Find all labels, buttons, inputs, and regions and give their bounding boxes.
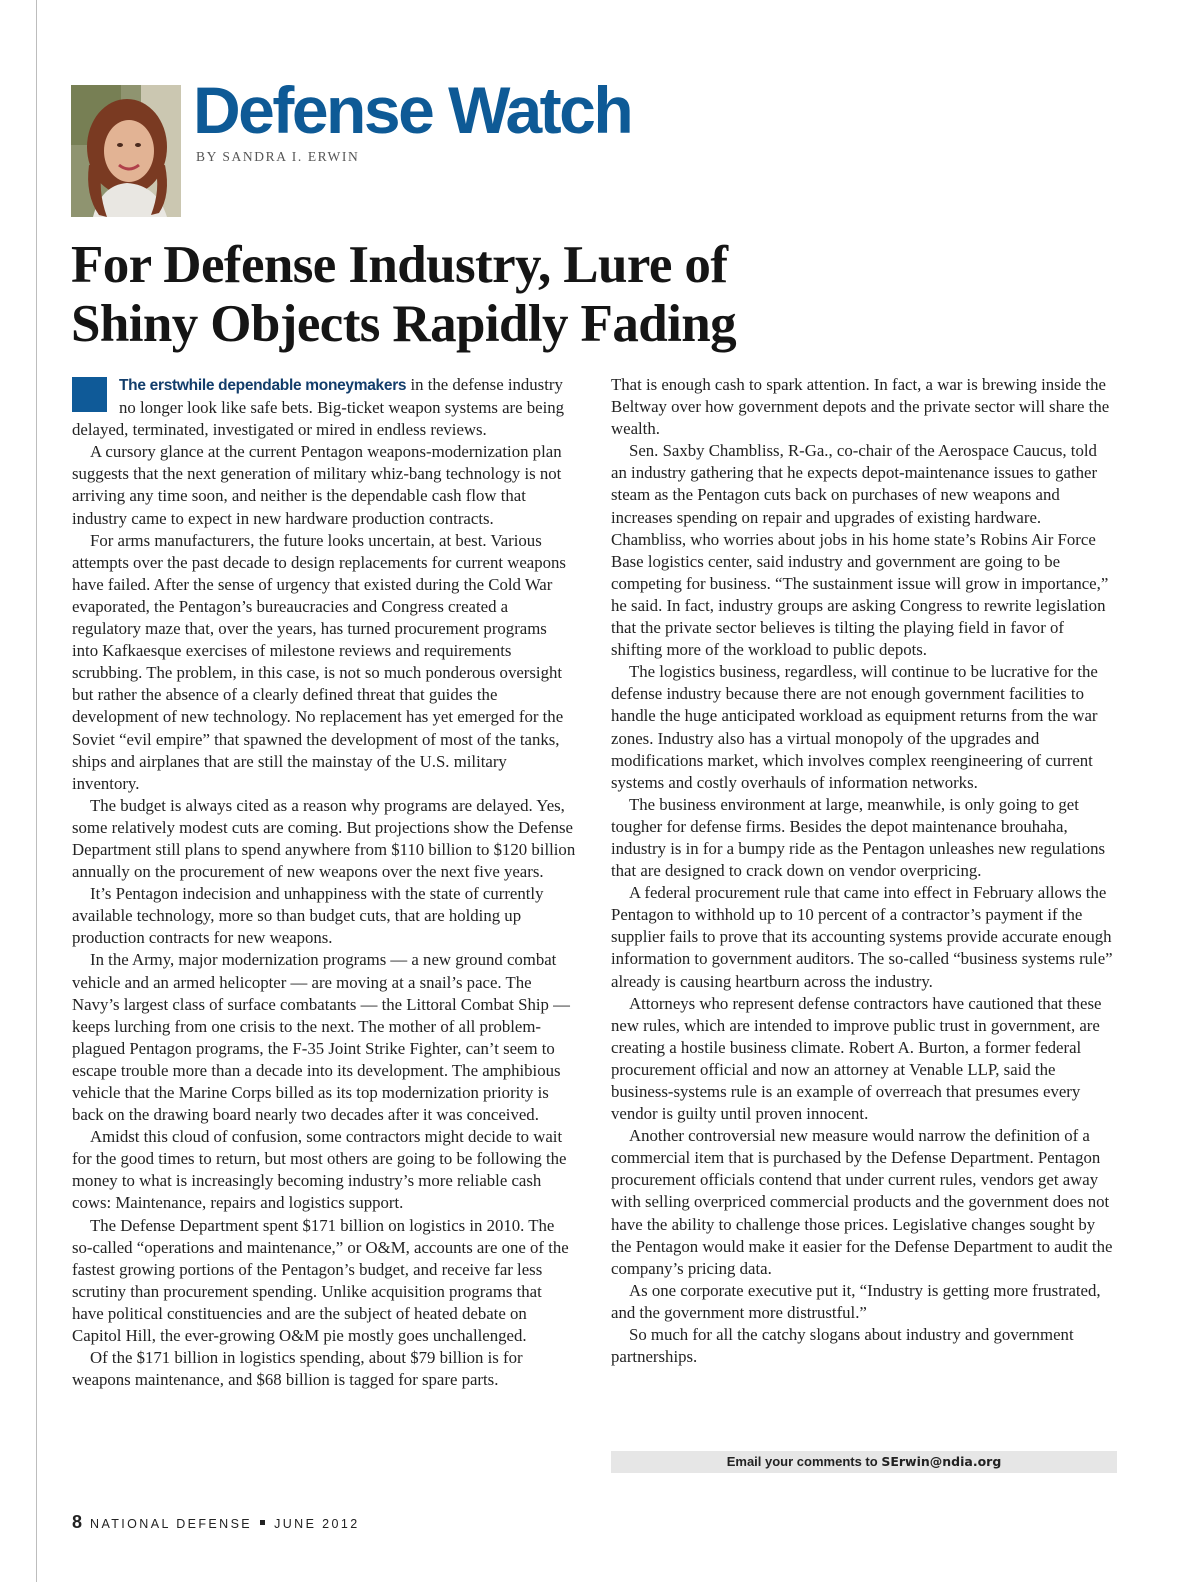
page-number: 8 — [72, 1512, 83, 1532]
lead-in: The erstwhile dependable moneymakers — [119, 377, 407, 394]
paragraph: It’s Pentagon indecision and unhappiness with the state of currently available technology, more so than budget cuts, that are holding up production contracts for new weapons. — [72, 884, 544, 948]
paragraph: Amidst this cloud of confusion, some contractors might decide to wait for the good times to return, but most others are going to be following the money to what is increasingly becoming industry’s more reliable cash cows: Maintenance, repairs and logistics support. — [72, 1127, 567, 1213]
page-footer — [72, 1512, 360, 1533]
paragraph: That is enough cash to spark attention. In fact, a war is brewing inside the Beltway over how government depots and the private sector will share the wealth. — [611, 375, 1110, 439]
paragraph: A cursory glance at the current Pentagon weapons-modernization plan suggests that the next generation of military whiz-bang technology is not arriving any time soon, and neither is the dependable cash flow that industry came to expect in new hardware production contracts. — [72, 442, 562, 528]
drop-square-icon — [72, 377, 107, 412]
paragraph: In the Army, major modernization programs — a new ground combat vehicle and an armed helicopter — are moving at a snail’s pace. The Navy’s largest class of surface combatants — the Littoral Combat Ship — keeps lurching from one crisis to the next. The mother of all problem-plagued Pentagon programs, the F-35 Joint Strike Fighter, can’t seem to escape trouble more than a decade into its development. The amphibious vehicle that the Marine Corps billed as its top modernization priority is back on the drawing board nearly two decades after it was conceived. — [72, 950, 570, 1125]
lead-paragraph — [72, 374, 577, 441]
email-prefix: Email your comments to — [726, 1454, 878, 1469]
column-title: Defense Watch — [193, 73, 632, 147]
publication-name: NATIONAL DEFENSE — [90, 1517, 253, 1531]
paragraph: Of the $171 billion in logistics spending, about $79 billion is for weapons maintenance, and $68 billion is tagged for spare parts. — [72, 1348, 523, 1390]
lead-paragraph-text: in the defense industry no longer look like safe bets. Big-ticket weapon systems are being delayed, terminated, investigated or mired in endless reviews. — [72, 375, 565, 440]
paragraph: The business environment at large, meanwhile, is only going to get tougher for defense firms. Besides the depot maintenance brouhaha, industry is in for a bumpy ride as the Pentagon unleashes new regulations that are designed to crack down on vendor overpricing. — [611, 794, 1106, 881]
paragraph: A federal procurement rule that came into effect in February allows the Pentagon to withhold up to 10 percent of a contractor’s payment if the supplier fails to prove that its accounting systems provide accurate enough information to government auditors. The so-called “business systems rule” already is causing heartburn across the industry. — [611, 883, 1113, 991]
article-column-left — [72, 374, 577, 1391]
author-photo — [71, 85, 181, 217]
paragraph: The logistics business, regardless, will continue to be lucrative for the defense industry because there are not enough government facilities to handle the huge anticipated workload as equipment returns from the war zones. Industry also has a virtual monopoly of the upgrades and modifications market, which involves complex reengineering of current systems and costly overhauls of information networks. — [611, 662, 1098, 792]
page-margin-rule — [36, 0, 37, 1582]
paragraph: The budget is always cited as a reason why programs are delayed. Yes, some relatively modest cuts are coming. But projections show the Defense Department still plans to spend anywhere from $110 billion to $120 billion annually on the procurement of new weapons over the next five years. — [72, 795, 576, 882]
column-header — [71, 73, 771, 217]
email-link[interactable]: SErwin@ndia.org — [881, 1454, 1002, 1469]
article-headline: For Defense Industry, Lure of Shiny Objects Rapidly Fading — [71, 236, 737, 353]
paragraph: So much for all the catchy slogans about industry and government partnerships. — [611, 1325, 1074, 1367]
issue-date: JUNE 2012 — [274, 1517, 360, 1531]
paragraph: The Defense Department spent $171 billion on logistics in 2010. The so-called “operations and maintenance,” or O&M, accounts are one of the fastest growing portions of the Pentagon’s budget, and receive far less scrutiny than procurement spending. Unlike acquisition programs that have political constituencies and are the subject of heated debate on Capitol Hill, the ever-growing O&M pie mostly goes unchallenged. — [72, 1215, 569, 1346]
email-comments-box — [611, 1451, 1117, 1473]
paragraph: As one corporate executive put it, “Industry is getting more frustrated, and the government more distrustful.” — [611, 1280, 1101, 1322]
byline: BY SANDRA I. ERWIN — [196, 149, 360, 164]
paragraph: For arms manufacturers, the future looks uncertain, at best. Various attempts over the past decade to design replacements for current weapons have failed. After the sense of urgency that existed during the Cold War evaporated, the Pentagon’s bureaucracies and Congress created a regulatory maze that, over the years, has turned procurement programs into Kafkaesque exercises of milestone reviews and requirements scrubbing. The problem, in this case, is not so much ponderous oversight but rather the absence of a clearly defined threat that guides the development of new technology. No replacement has yet emerged for the Soviet “evil empire” that spawned the development of most of the tanks, ships and airplanes that are still the mainstay of the U.S. military inventory. — [72, 530, 566, 793]
paragraph: Attorneys who represent defense contractors have cautioned that these new rules, which are intended to improve public trust in government, are creating a hostile business climate. Robert A. Burton, a former federal procurement official and now an attorney at Venable LLP, said the business-systems rule is an example of overreach that presumes every vendor is guilty until proven innocent. — [611, 993, 1102, 1124]
paragraph: Sen. Saxby Chambliss, R-Ga., co-chair of the Aerospace Caucus, told an industry gathering that he expects depot-maintenance issues to gather steam as the Pentagon cuts back on purchases of new weapons and increases spending on repair and upgrades of existing hardware. Chambliss, who worries about jobs in his home state’s Robins Air Force Base logistics center, said industry and government are going to be competing for business. “The sustainment issue will grow in importance,” he said. In fact, industry groups are asking Congress to rewrite legislation that the private sector believes is tilting the playing field in favor of shifting more of the workload to public depots. — [611, 441, 1109, 660]
paragraph: Another controversial new measure would narrow the definition of a commercial item that is purchased by the Defense Department. Pentagon procurement officials contend that under current rules, vendors get away with selling overpriced commercial products and the government does not have the ability to challenge those prices. Legislative changes sought by the Pentagon would make it easier for the Defense Department to audit the company’s pricing data. — [611, 1126, 1113, 1278]
article-column-right — [611, 374, 1116, 1368]
separator-square-icon — [260, 1520, 265, 1525]
